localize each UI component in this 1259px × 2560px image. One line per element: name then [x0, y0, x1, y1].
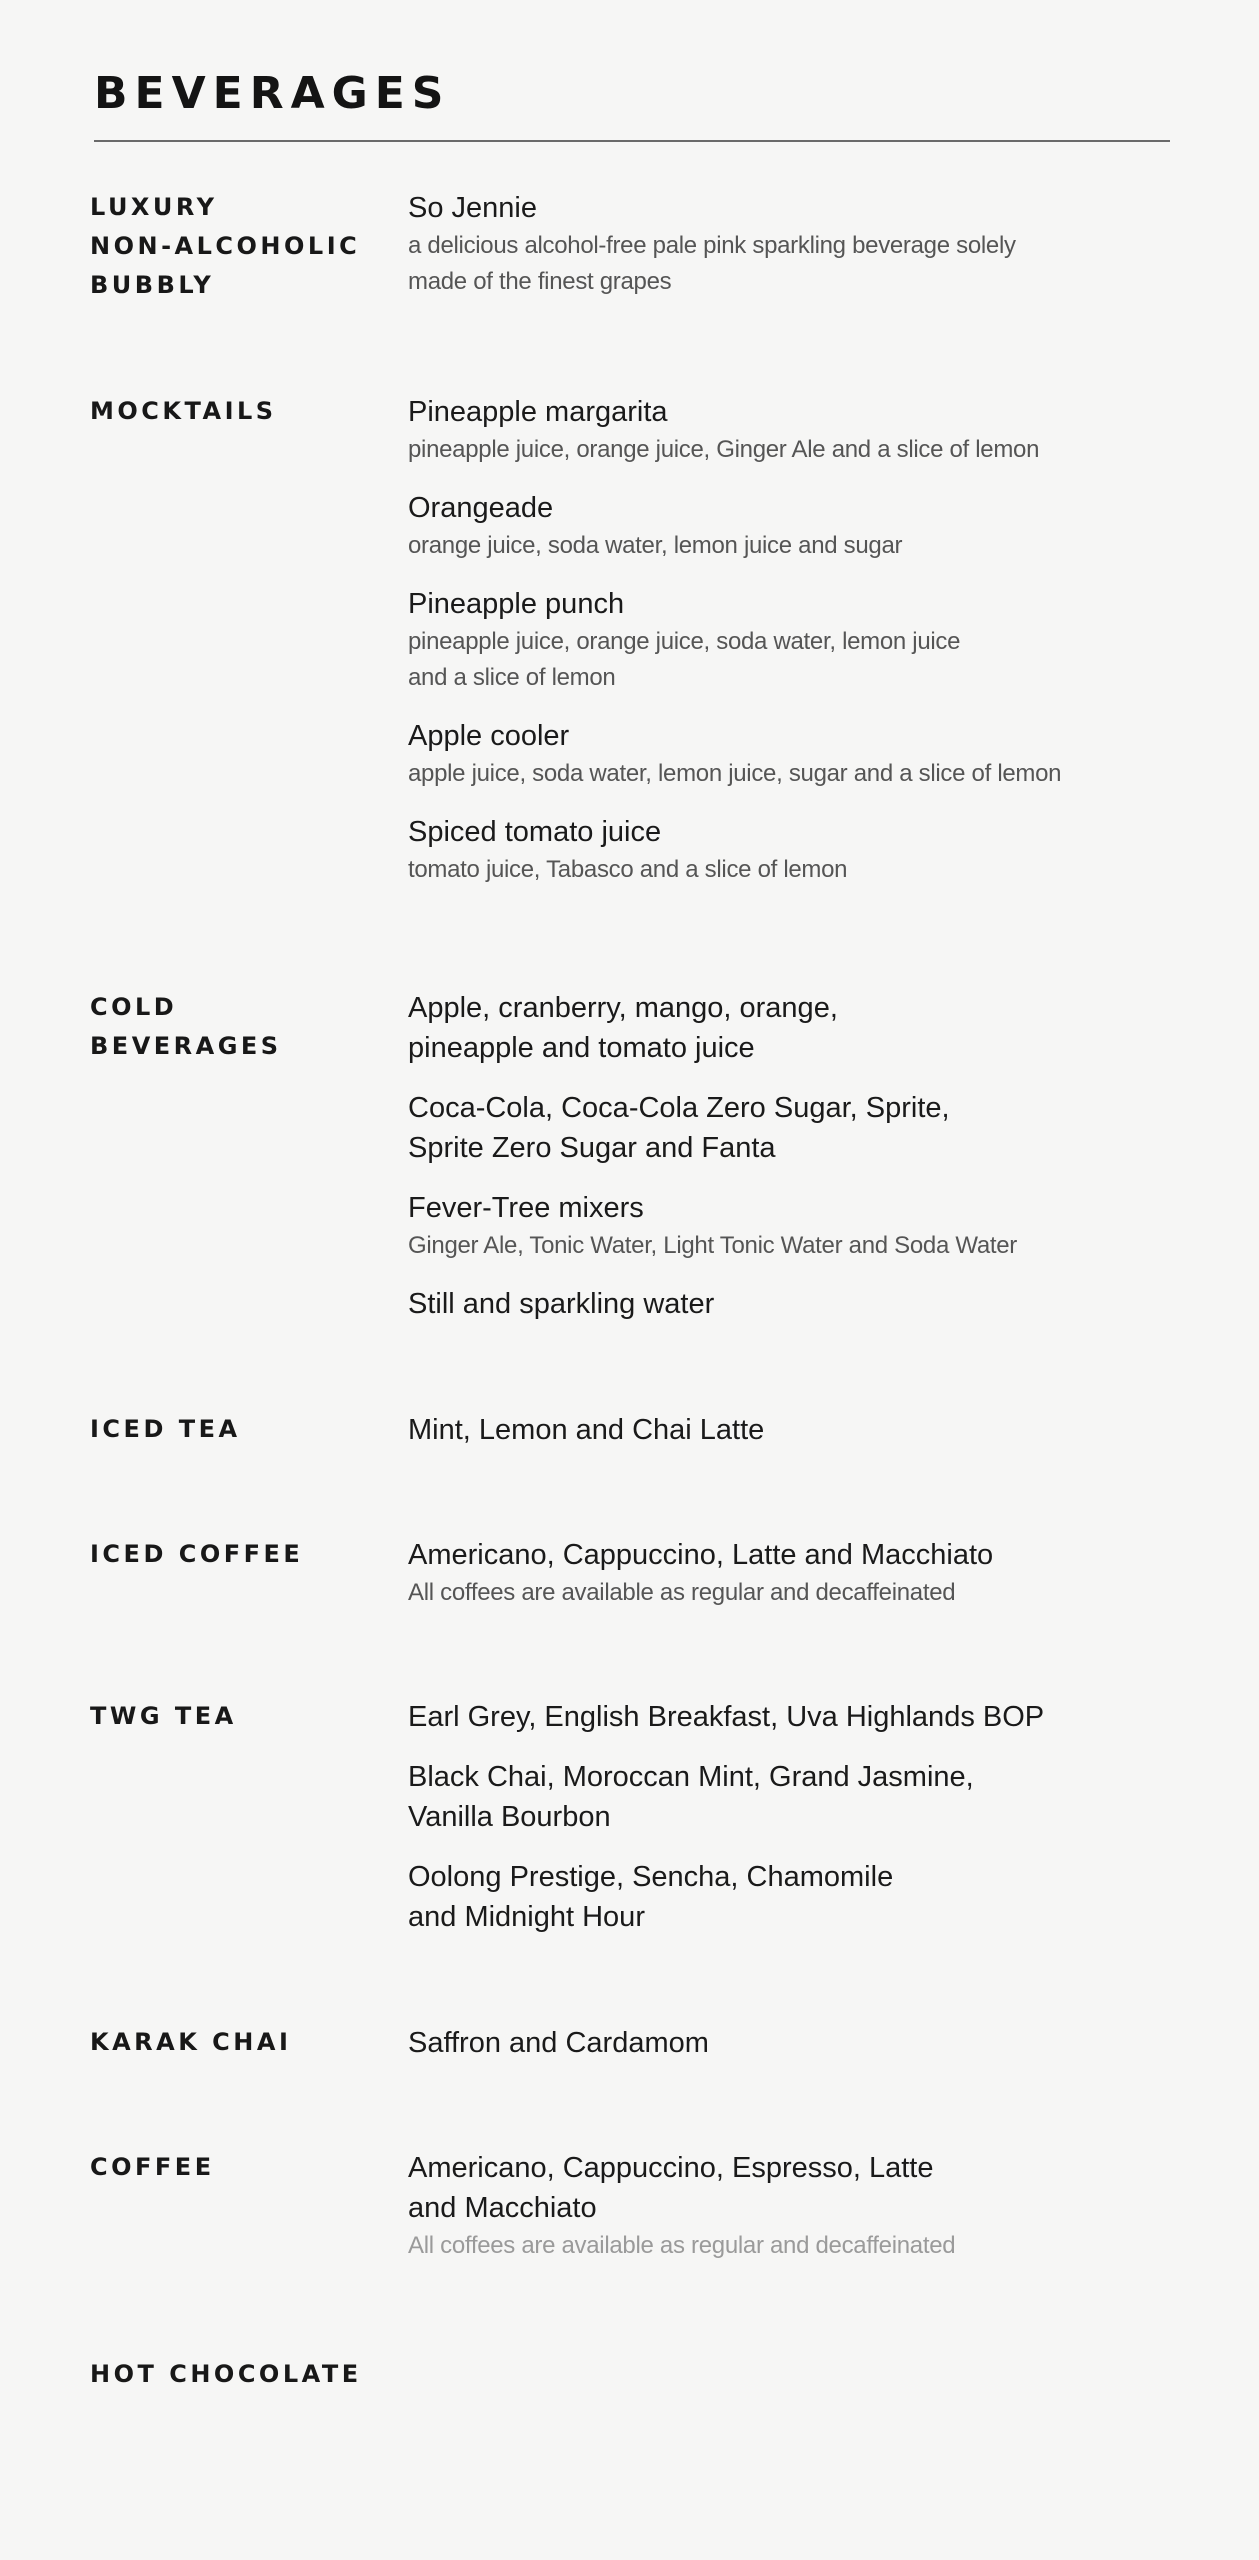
section-label [90, 2023, 390, 2062]
menu-item [408, 1188, 1188, 1264]
menu-item [408, 1535, 1188, 1611]
item-name: Apple, cranberry, mango, orange, [408, 992, 838, 1024]
section-label-line: MOCKTAILS [90, 397, 277, 425]
item-name: Saffron and Cardamom [408, 2027, 709, 2059]
item-name: Apple cooler [408, 720, 570, 752]
section-label-line: LUXURY [90, 193, 218, 221]
item-description: tomato juice, Tabasco and a slice of lemon [408, 856, 848, 883]
menu-item [408, 1284, 1188, 1324]
section-label-line: ICED TEA [90, 1415, 241, 1443]
item-description: pineapple juice, orange juice, soda water, lemon juice [408, 628, 961, 655]
section-label-line: BUBBLY [90, 271, 215, 299]
section-items [408, 188, 1188, 320]
item-name: Mint, Lemon and Chai Latte [408, 1414, 765, 1446]
section-label-line: COFFEE [90, 2153, 215, 2181]
section-label [90, 2148, 390, 2187]
menu-item [408, 988, 1188, 1068]
item-description: pineapple juice, orange juice, Ginger Ale and a slice of lemon [408, 436, 1040, 463]
item-name: Oolong Prestige, Sencha, Chamomile [408, 1861, 894, 1893]
item-name: Orangeade [408, 492, 554, 524]
section-label [90, 188, 390, 305]
item-name: Pineapple punch [408, 588, 625, 620]
section-label-line: KARAK CHAI [90, 2028, 292, 2056]
item-description: made of the finest grapes [408, 268, 672, 295]
menu-item [408, 716, 1188, 792]
section-label [90, 1410, 390, 1449]
item-name: Coca-Cola, Coca-Cola Zero Sugar, Sprite, [408, 1092, 950, 1124]
section-items [408, 1697, 1188, 1957]
item-name: Americano, Cappuccino, Espresso, Latte [408, 2152, 934, 2184]
item-name: and Midnight Hour [408, 1901, 645, 1933]
item-name: and Macchiato [408, 2192, 597, 2224]
item-name: Vanilla Bourbon [408, 1801, 611, 1833]
section-items [408, 392, 1188, 908]
section-label-line: NON-ALCOHOLIC [90, 232, 361, 260]
menu-item [408, 1757, 1188, 1837]
section-label-line: COLD [90, 993, 178, 1021]
menu-item [408, 488, 1188, 564]
section-items [408, 1535, 1188, 1631]
item-name: Spiced tomato juice [408, 816, 662, 848]
item-name: Pineapple margarita [408, 396, 668, 428]
menu-item [408, 1857, 1188, 1937]
menu-item [408, 2148, 1188, 2264]
item-description: All coffees are available as regular and decaffeinated [408, 2232, 956, 2259]
section-label-line: HOT CHOCOLATE [90, 2360, 362, 2388]
item-name: Americano, Cappuccino, Latte and Macchiato [408, 1539, 994, 1571]
menu-item [408, 2023, 1188, 2063]
menu-item [408, 188, 1188, 300]
section-label [90, 1697, 390, 1736]
item-name: Fever-Tree mixers [408, 1192, 644, 1224]
section-items [408, 2148, 1188, 2284]
section-label [90, 1535, 390, 1574]
menu-item [408, 1410, 1188, 1450]
menu-item [408, 584, 1188, 696]
section-label [90, 988, 390, 1066]
item-name: Earl Grey, English Breakfast, Uva Highlands BOP [408, 1701, 1045, 1733]
section-items [408, 988, 1188, 1344]
item-name: Sprite Zero Sugar and Fanta [408, 1132, 776, 1164]
item-description: orange juice, soda water, lemon juice and sugar [408, 532, 903, 559]
item-name: Still and sparkling water [408, 1288, 715, 1320]
section-label-line: TWG TEA [90, 1702, 237, 1730]
section-label-line: BEVERAGES [90, 1032, 282, 1060]
item-name: So Jennie [408, 192, 537, 224]
item-description: and a slice of lemon [408, 664, 616, 691]
section-items [408, 1410, 1188, 1470]
menu-item [408, 812, 1188, 888]
section-label-line: ICED COFFEE [90, 1540, 304, 1568]
section-label [90, 2355, 390, 2394]
item-description: apple juice, soda water, lemon juice, sugar and a slice of lemon [408, 760, 1062, 787]
item-description: Ginger Ale, Tonic Water, Light Tonic Water and Soda Water [408, 1232, 1017, 1259]
page-title: BEVERAGES [94, 68, 451, 119]
item-description: a delicious alcohol-free pale pink sparkling beverage solely [408, 232, 1016, 259]
menu-item [408, 1697, 1188, 1737]
item-description: All coffees are available as regular and decaffeinated [408, 1579, 956, 1606]
section-items [408, 2023, 1188, 2083]
menu-item [408, 1088, 1188, 1168]
item-name: Black Chai, Moroccan Mint, Grand Jasmine, [408, 1761, 974, 1793]
item-name: pineapple and tomato juice [408, 1032, 755, 1064]
section-label [90, 392, 390, 431]
title-divider [94, 140, 1170, 142]
menu-item [408, 392, 1188, 468]
